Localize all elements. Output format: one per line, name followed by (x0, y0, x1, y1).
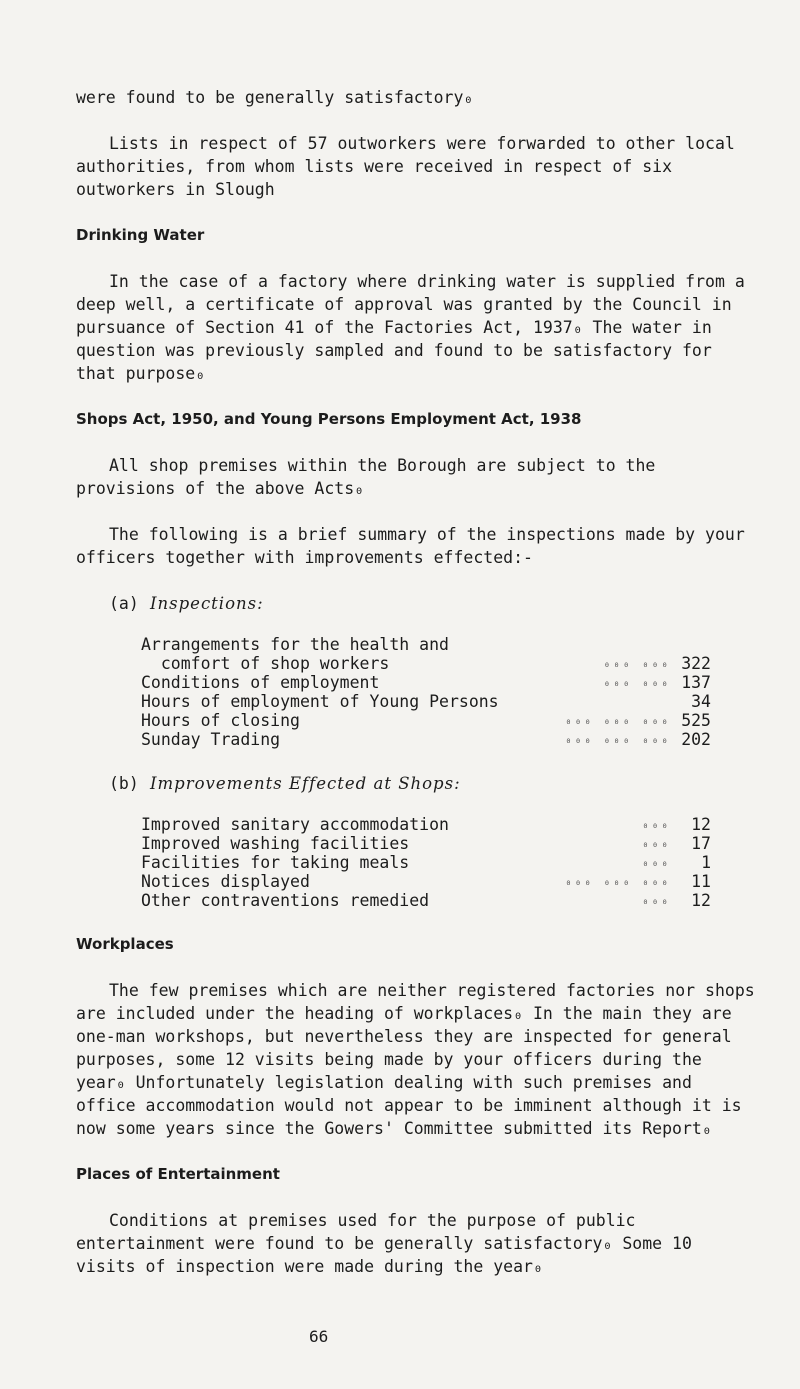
row-value: 137 (681, 673, 711, 692)
row-leader: ₀₀₀ ₀₀₀ (603, 657, 671, 670)
row-label: Hours of employment of Young Persons (141, 692, 499, 711)
drinking-water-paragraph: In the case of a factory where drinking water is supplied from a deep well, a certificate of approval was granted by the Council in pursuance of Section 41 of the Factories Act, 1937₀ The water in question was previously sampled and found to be satisfactory for that purpose₀ (76, 272, 745, 383)
row-label: Notices displayed (141, 872, 310, 891)
inspections-letter: (a) (109, 594, 139, 613)
row-label: Facilities for taking meals (141, 853, 410, 872)
row-leader: ₀₀₀ ₀₀₀ ₀₀₀ (565, 714, 671, 727)
row-value: 11 (691, 872, 711, 891)
row-leader: ₀₀₀ (642, 894, 671, 907)
table-row (141, 673, 711, 692)
document-body (76, 86, 756, 1278)
shops-paragraph-1: All shop premises within the Borough are subject to the provisions of the above Acts₀ (76, 456, 656, 498)
row-value: 12 (691, 891, 711, 910)
improvements-table (141, 815, 711, 910)
entertainment-paragraph: Conditions at premises used for the purpose of public entertainment were found to be generally satisfactory₀ Some 10 visits of inspection were made during the year₀ (76, 1211, 692, 1276)
intro-paragraph: were found to be generally satisfactory₀ (76, 88, 474, 107)
table-row (141, 872, 711, 891)
row-label: Conditions of employment (141, 673, 380, 692)
workplaces-heading: Workplaces (76, 935, 174, 953)
table-row (141, 815, 711, 834)
drinking-water-heading: Drinking Water (76, 226, 205, 244)
improvements-subheading (76, 772, 756, 795)
workplaces-paragraph: The few premises which are neither registered factories nor shops are included under the heading of workplaces₀ In the main they are one-man workshops, but nevertheless they are inspected for general purposes, some 12 visits being made by your officers during the year₀ Unfortunately legislation dealing with such premises and office accommodation would not appear to be imminent although it is now some years since the Gowers' Committee submitted its Report₀ (76, 981, 755, 1138)
inspections-title: Inspections: (150, 594, 264, 613)
row-label: Other contraventions remedied (141, 891, 430, 910)
row-label: Improved washing facilities (141, 834, 410, 853)
row-value: 34 (691, 692, 711, 711)
row-value: 17 (691, 834, 711, 853)
row-value (671, 635, 711, 654)
row-value: 12 (691, 815, 711, 834)
row-label: comfort of shop workers (141, 654, 390, 673)
outworkers-paragraph: Lists in respect of 57 outworkers were forwarded to other local authorities, from whom lists were received in respect of six outworkers in Slough (76, 134, 735, 199)
improvements-title: Improvements Effected at Shops: (150, 774, 461, 793)
row-label: Improved sanitary accommodation (141, 815, 449, 834)
table-row (141, 730, 711, 749)
entertainment-heading: Places of Entertainment (76, 1165, 280, 1183)
table-row (141, 834, 711, 853)
table-row (141, 711, 711, 730)
row-leader: ₀₀₀ ₀₀₀ ₀₀₀ (565, 875, 671, 888)
row-value: 322 (681, 654, 711, 673)
table-row (141, 853, 711, 872)
table-row (141, 692, 711, 711)
table-row (141, 635, 711, 654)
row-label: Sunday Trading (141, 730, 281, 749)
shops-paragraph-2: The following is a brief summary of the inspections made by your officers together with improvements effected:- (76, 525, 745, 567)
row-leader: ₀₀₀ ₀₀₀ ₀₀₀ (565, 733, 671, 746)
inspections-table (141, 635, 711, 749)
page-number: 66 (309, 1327, 329, 1346)
row-value: 1 (701, 853, 711, 872)
row-leader: ₀₀₀ ₀₀₀ (603, 676, 671, 689)
row-leader: ₀₀₀ (642, 837, 671, 850)
row-value: 202 (681, 730, 711, 749)
row-label: Hours of closing (141, 711, 300, 730)
shops-act-heading: Shops Act, 1950, and Young Persons Employment Act, 1938 (76, 410, 582, 428)
table-row (141, 654, 711, 673)
row-value: 525 (681, 711, 711, 730)
row-label: Arrangements for the health and (141, 635, 449, 654)
row-leader: ₀₀₀ (642, 818, 671, 831)
inspections-subheading (76, 592, 756, 615)
table-row (141, 891, 711, 910)
row-leader: ₀₀₀ (642, 856, 671, 869)
improvements-letter: (b) (109, 774, 139, 793)
